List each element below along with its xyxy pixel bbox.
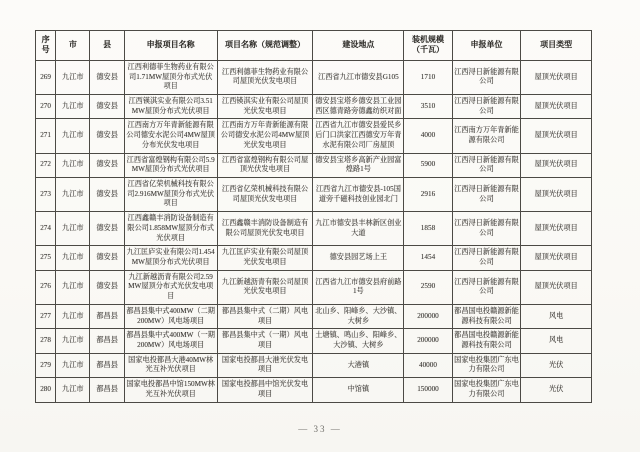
table-row [36,304,592,328]
cell: 150000 [404,378,452,402]
cell: 江西省九江市德安县-105国道旁千磁科技创业园北门 [313,177,404,211]
column-header: 序号 [36,31,56,61]
cell: 国家电投集团广东电力有限公司 [452,353,521,377]
cell: 270 [36,94,56,118]
cell: 269 [36,60,56,94]
column-header: 县 [90,31,124,61]
cell: 江西浔日新能源有限公司 [452,177,521,211]
column-header: 市 [56,31,90,61]
table-row [36,329,592,353]
cell: 都昌县集中式400MW（二期200MW）风电场项目 [124,304,217,328]
cell: 屋顶光伏项目 [521,94,592,118]
column-header: 项目类型 [521,31,592,61]
cell: 江西浔日新能源有限公司 [452,212,521,246]
cell: 风电 [521,304,592,328]
cell: 九江市德安县丰林新区创业大道 [313,212,404,246]
cell: 德安县 [90,60,124,94]
table-row [36,153,592,177]
cell: 九江市 [56,177,90,211]
cell: 九江市 [56,94,90,118]
table-row [36,270,592,304]
cell: 德安县 [90,153,124,177]
cell: 江西南方万年青新能源有限公司 [452,119,521,153]
cell: 九江市 [56,270,90,304]
cell: 九江市 [56,329,90,353]
table-row [36,94,592,118]
cell: 江西浔日新能源有限公司 [452,94,521,118]
cell: 屋顶光伏项目 [521,212,592,246]
table-header-row [36,31,592,61]
table-row [36,177,592,211]
cell: 九江匡庐实业有限公司1.454MW屋顶分布式光伏项目 [124,246,217,270]
cell: 1710 [404,60,452,94]
cell: 275 [36,246,56,270]
cell: 大港镇 [313,353,404,377]
cell: 272 [36,153,56,177]
page-number: — 33 — [298,424,342,434]
cell: 2590 [404,270,452,304]
cell: 风电 [521,329,592,353]
table-row [36,212,592,246]
cell: 江西省亿荣机械科技有限公司屋顶光伏发电项目 [217,177,313,211]
cell: 276 [36,270,56,304]
cell: 江西浔日新能源有限公司 [452,246,521,270]
cell: 江西鑫赣丰消防设备制造有限公司1.858MW屋顶分布式光伏项目 [124,212,217,246]
table-row [36,119,592,153]
cell: 江西浔日新能源有限公司 [452,270,521,304]
cell: 277 [36,304,56,328]
cell: 都昌县集中式（二期）风电项目 [217,304,313,328]
cell: 国家电投都昌大港40MW林光互补光伏项目 [124,353,217,377]
cell: 光伏 [521,353,592,377]
cell: 德安县宝塔乡高新产业园富煌路1号 [313,153,404,177]
cell: 273 [36,177,56,211]
cell: 280 [36,378,56,402]
table-row [36,246,592,270]
cell: 国家电投都昌中馆150MW林光互补光伏项目 [124,378,217,402]
cell: 江西利德菲生物药业有限公司1.71MW屋顶分布式光伏项目 [124,60,217,94]
cell: 九江新越沥青有限公司2.59MW屋顶分布式光伏发电项目 [124,270,217,304]
cell: 都昌县 [90,329,124,353]
cell: 德安县 [90,119,124,153]
column-header: 装机规模（千瓦） [404,31,452,61]
cell: 屋顶光伏项目 [521,246,592,270]
cell: 江西省富煌钢构有限公司5.9MW屋顶分布式光伏项目 [124,153,217,177]
cell: 都昌县 [90,378,124,402]
cell: 德安县 [90,212,124,246]
cell: 都昌县 [90,304,124,328]
cell: 江西省富煌钢构有限公司屋顶光伏发电项目 [217,153,313,177]
cell: 德安县 [90,270,124,304]
cell: 都昌县 [90,353,124,377]
cell: 2916 [404,177,452,211]
cell: 国家电投都昌中馆光伏发电项目 [217,378,313,402]
cell: 九江市 [56,119,90,153]
column-header: 建设地点 [313,31,404,61]
cell: 德安县宝塔乡德安县工业园西区德青路旁德鑫纺织对面 [313,94,404,118]
cell: 40000 [404,353,452,377]
table-row [36,60,592,94]
cell: 江西南方万年青新能源有限公司德安水泥公司4MW屋顶分布光伏发电项目 [124,119,217,153]
cell: 江西省亿荣机械科技有限公司2.916MW屋顶分布式光伏项目 [124,177,217,211]
cell: 北山乡、阳峰乡、大沙镇、大树乡 [313,304,404,328]
cell: 九江市 [56,353,90,377]
cell: 德安县 [90,177,124,211]
cell: 江西锳淇实业有限公司屋顶光伏发电项目 [217,94,313,118]
cell: 江西浔日新能源有限公司 [452,153,521,177]
cell: 1454 [404,246,452,270]
cell: 都昌县集中式（一期）风电项目 [217,329,313,353]
cell: 江西浔日新能源有限公司 [452,60,521,94]
cell: 九江市 [56,378,90,402]
cell: 屋顶光伏项目 [521,153,592,177]
cell: 江西利德菲生物药业有限公司屋顶光伏发电项目 [217,60,313,94]
cell: 274 [36,212,56,246]
cell: 九江市 [56,246,90,270]
cell: 九江匡庐实业有限公司屋顶光伏发电项目 [217,246,313,270]
cell: 屋顶光伏项目 [521,177,592,211]
cell: 江西鑫赣丰消防设备制造有限公司屋顶光伏发电项目 [217,212,313,246]
projects-table [35,30,592,403]
column-header: 项目名称（规范调整） [217,31,313,61]
cell: 都昌县集中式400MW（一期200MW）风电场项目 [124,329,217,353]
table-row [36,353,592,377]
cell: 都昌国电投赣源新能源科技有限公司 [452,304,521,328]
cell: 德安县 [90,94,124,118]
cell: 200000 [404,304,452,328]
cell: 江西锳淇实业有限公司3.51MW屋顶分布式光伏项目 [124,94,217,118]
cell: 光伏 [521,378,592,402]
cell: 屋顶光伏项目 [521,119,592,153]
cell: 200000 [404,329,452,353]
cell: 德安县 [90,246,124,270]
cell: 江西省九江市德安县府前路1号 [313,270,404,304]
cell: 江西南方万年青新能源有限公司德安水泥公司4MW屋顶光伏发电项目 [217,119,313,153]
cell: 土塘镇、鸣山乡、阳峰乡、大沙镇、大树乡 [313,329,404,353]
cell: 1858 [404,212,452,246]
cell: 3510 [404,94,452,118]
cell: 九江市 [56,304,90,328]
table-row [36,378,592,402]
cell: 江西省九江市德安县G105 [313,60,404,94]
cell: 九江市 [56,60,90,94]
cell: 九江市 [56,153,90,177]
cell: 都昌国电投赣源新能源科技有限公司 [452,329,521,353]
cell: 278 [36,329,56,353]
cell: 江西省九江市德安县爱民乡后门口洪家江西德安万年青水泥有限公司厂房屋顶 [313,119,404,153]
cell: 九江新越沥青有限公司屋顶光伏发电项目 [217,270,313,304]
cell: 德安县园艺场上王 [313,246,404,270]
cell: 271 [36,119,56,153]
cell: 5900 [404,153,452,177]
cell: 九江市 [56,212,90,246]
column-header: 申报项目名称 [124,31,217,61]
cell: 屋顶光伏项目 [521,270,592,304]
cell: 279 [36,353,56,377]
column-header: 申报单位 [452,31,521,61]
cell: 4000 [404,119,452,153]
cell: 屋顶光伏项目 [521,60,592,94]
cell: 国家电投都昌大港光伏发电项目 [217,353,313,377]
cell: 国家电投集团广东电力有限公司 [452,378,521,402]
cell: 中馆镇 [313,378,404,402]
